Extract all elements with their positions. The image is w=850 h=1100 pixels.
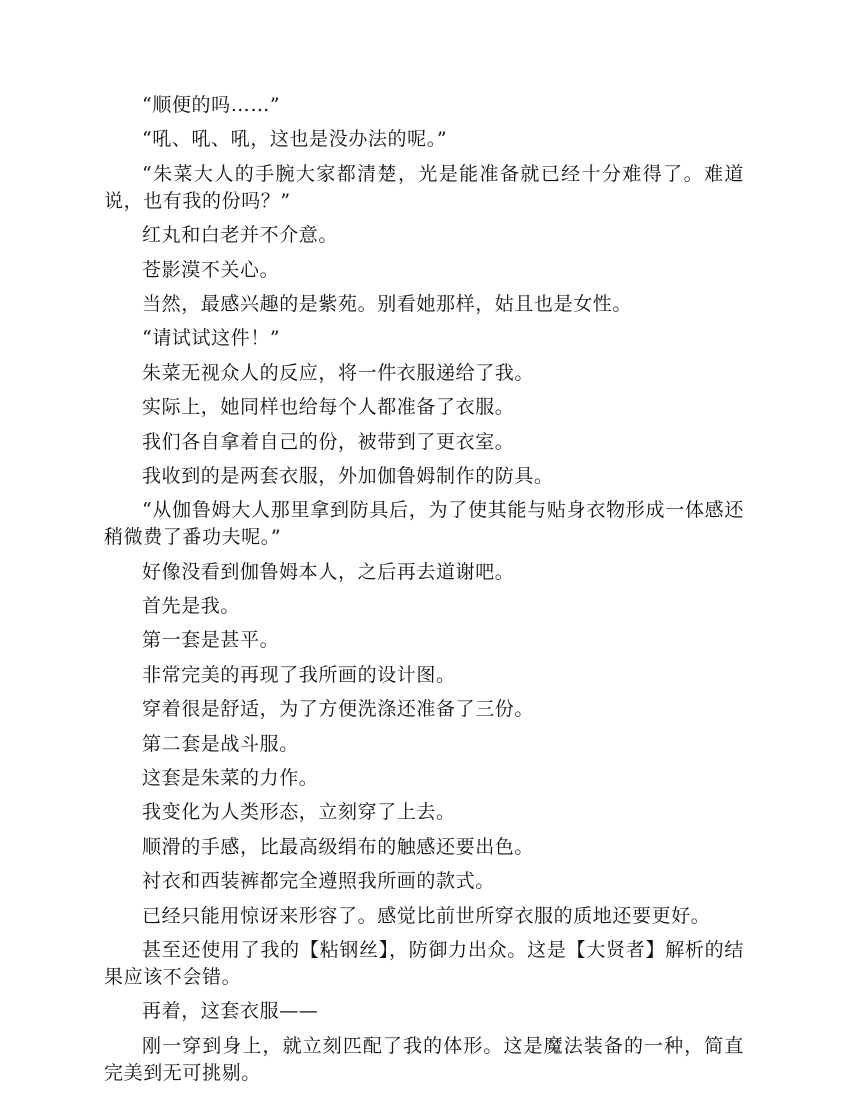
paragraph: 再着，这套衣服—— <box>142 1000 319 1023</box>
paragraph: 实际上，她同样也给每个人都准备了衣服。 <box>142 396 515 419</box>
paragraph: 朱菜无视众人的反应，将一件衣服递给了我。 <box>142 361 535 384</box>
paragraph: 苍影漠不关心。 <box>142 258 280 281</box>
paragraph: 我们各自拿着自己的份，被带到了更衣室。 <box>142 430 515 453</box>
document-body <box>104 92 744 1094</box>
paragraph: 好像没看到伽鲁姆本人，之后再去道谢吧。 <box>142 560 515 583</box>
paragraph: 甚至还使用了我的【粘钢丝】，防御力出众。这是【大贤者】解析的结果应该不会错。 <box>104 938 744 988</box>
paragraph: 非常完美的再现了我所画的设计图。 <box>142 663 456 686</box>
paragraph: 我收到的是两套衣服，外加伽鲁姆制作的防具。 <box>142 464 554 487</box>
paragraph: 当然，最感兴趣的是紫苑。别看她那样，姑且也是女性。 <box>142 292 633 315</box>
paragraph: “朱菜大人的手腕大家都清楚，光是能准备就已经十分难得了。难道说，也有我的份吗？” <box>104 162 744 212</box>
paragraph: 穿着很是舒适，为了方便洗涤还准备了三份。 <box>142 698 535 721</box>
paragraph: 第二套是战斗服。 <box>142 732 299 755</box>
paragraph: 我变化为人类形态，立刻穿了上去。 <box>142 801 456 824</box>
paragraph: “请试试这件！” <box>142 327 281 350</box>
paragraph: 第一套是甚平。 <box>142 629 280 652</box>
paragraph: “顺便的吗……” <box>142 94 281 116</box>
paragraph: 刚一穿到身上，就立刻匹配了我的体形。这是魔法装备的一种，简直完美到无可挑剔。 <box>104 1034 744 1084</box>
paragraph: 已经只能用惊讶来形容了。感觉比前世所穿衣服的质地还要更好。 <box>142 904 711 927</box>
paragraph: 顺滑的手感，比最高级绢布的触感还要出色。 <box>142 835 535 858</box>
paragraph: “吼、吼、吼，这也是没办法的呢。” <box>142 128 448 151</box>
paragraph: 这套是朱菜的力作。 <box>142 767 319 790</box>
paragraph: 衬衣和西装裤都完全遵照我所画的款式。 <box>142 870 495 893</box>
paragraph: “从伽鲁姆大人那里拿到防具后，为了使其能与贴身衣物形成一体感还稍微费了番功夫呢。” <box>104 499 744 549</box>
paragraph: 红丸和白老并不介意。 <box>142 224 339 247</box>
paragraph: 首先是我。 <box>142 595 241 618</box>
